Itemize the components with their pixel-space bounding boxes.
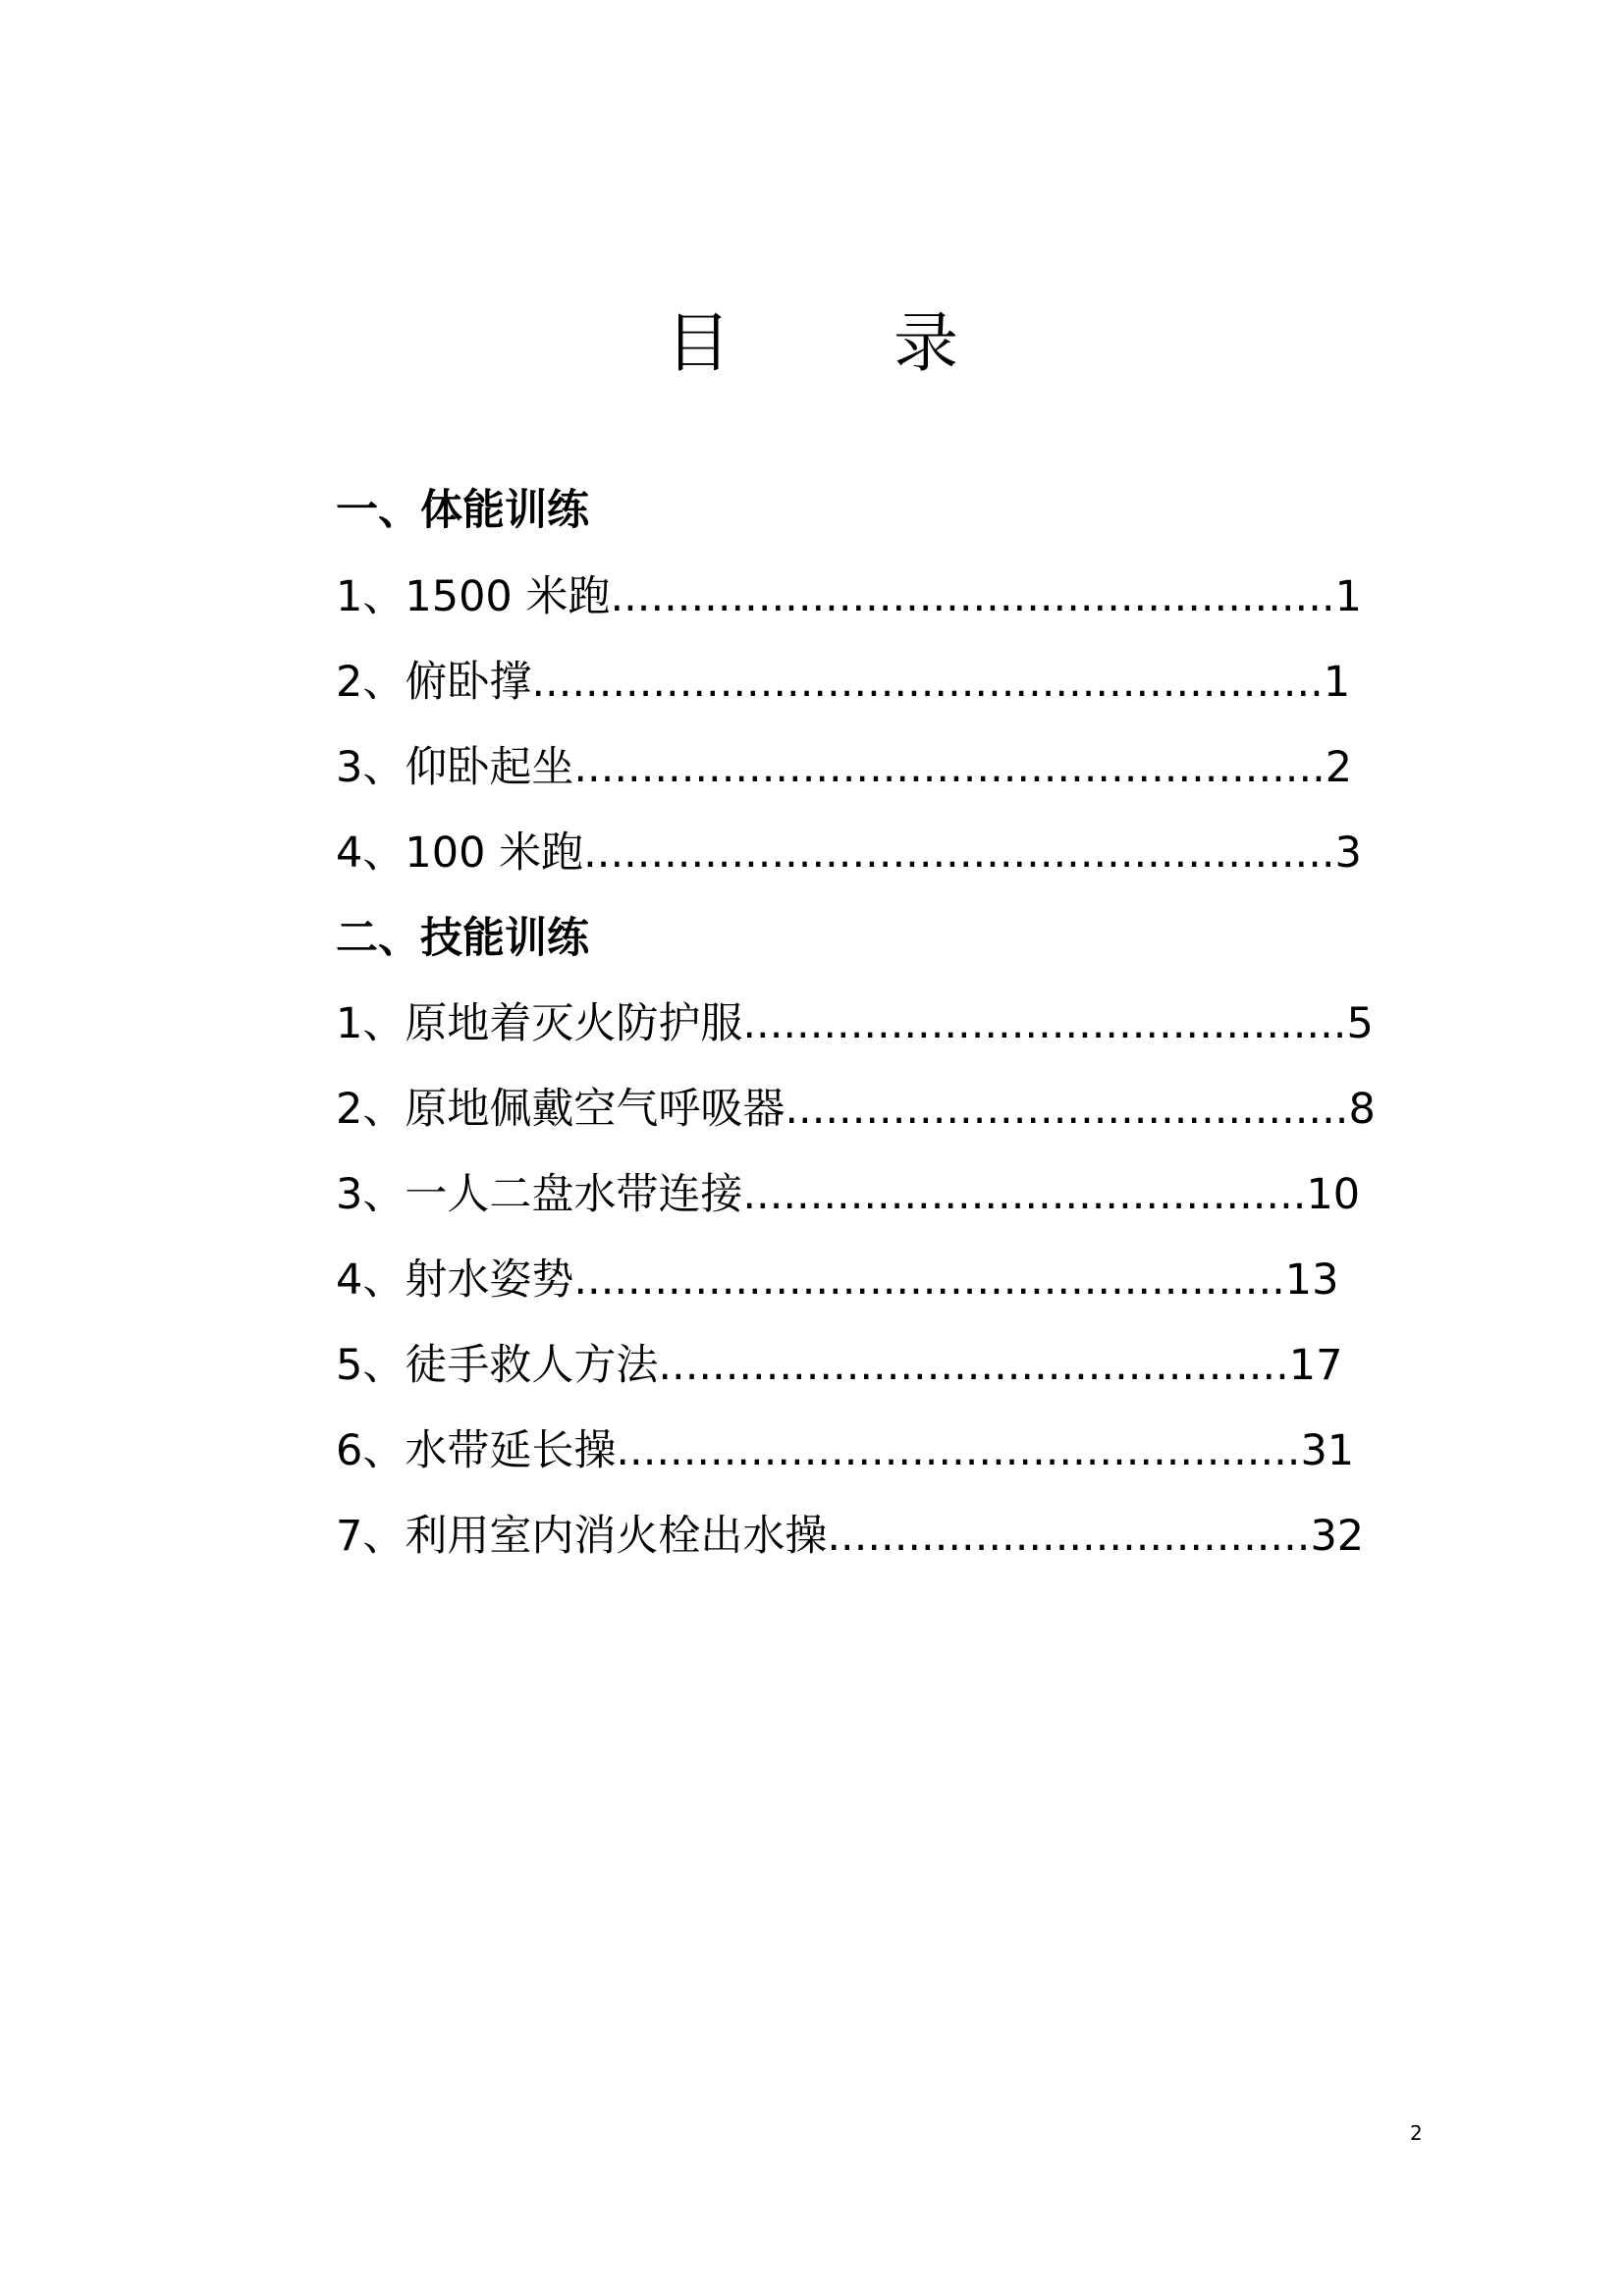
toc-entry[interactable] [336, 1507, 1364, 1566]
toc-entry[interactable] [336, 738, 1352, 797]
page-number: 2 [1410, 2121, 1423, 2145]
toc-entry-leader: ................................................... [616, 1426, 1301, 1475]
toc-entry-text: 5、徒手救人方法 [336, 1341, 659, 1390]
toc-entry-page: 13 [1284, 1255, 1339, 1305]
toc-section-heading: 二、技能训练 [336, 914, 589, 963]
toc-entry-page: 2 [1325, 743, 1353, 792]
toc-entry-text: 4、100 米跑 [336, 828, 584, 878]
toc-entry-leader: ............................................... [658, 1341, 1289, 1390]
toc-entry-leader: ........................................................... [531, 658, 1324, 707]
toc-entry-text: 3、一人二盘水带连接 [336, 1170, 743, 1219]
toc-entry-leader: ........................................................ [573, 743, 1326, 792]
toc-entry[interactable] [336, 1165, 1360, 1224]
toc-entry-page: 17 [1288, 1341, 1343, 1390]
toc-entry[interactable] [336, 567, 1362, 626]
toc-entry[interactable] [336, 1421, 1354, 1480]
toc-entry-leader: .................................... [827, 1512, 1311, 1561]
toc-entry-text: 2、原地佩戴空气呼吸器 [336, 1085, 785, 1134]
toc-entry[interactable] [336, 1251, 1339, 1309]
toc-entry-leader: ..................................................... [573, 1255, 1285, 1305]
toc-entry-leader: ........................................................ [583, 828, 1335, 878]
toc-entry-text: 1、1500 米跑 [336, 572, 611, 621]
toc-section-heading: 一、体能训练 [336, 486, 589, 535]
toc-entry-leader: ............................................. [742, 999, 1347, 1048]
toc-entry-text: 4、射水姿势 [336, 1255, 574, 1305]
page-title: 目 录 [666, 305, 1007, 381]
toc-entry-text: 7、利用室内消火栓出水操 [336, 1512, 828, 1561]
toc-entry-page: 5 [1346, 999, 1374, 1048]
toc-entry[interactable] [336, 653, 1350, 712]
toc-entry-leader: ...................................................... [610, 572, 1335, 621]
toc-entry-text: 1、原地着灭火防护服 [336, 999, 743, 1048]
toc-entry-page: 32 [1310, 1512, 1365, 1561]
toc-entry[interactable] [336, 824, 1362, 882]
toc-entry-page: 1 [1334, 572, 1362, 621]
toc-entry-text: 3、仰卧起坐 [336, 743, 574, 792]
toc-entry-page: 3 [1334, 828, 1362, 878]
toc-entry-page: 31 [1300, 1426, 1355, 1475]
toc-entry-text: 2、俯卧撑 [336, 658, 532, 707]
toc-entry-page: 1 [1323, 658, 1351, 707]
toc-entry[interactable] [336, 1336, 1343, 1395]
toc-entry-page: 8 [1348, 1085, 1376, 1134]
toc-entry[interactable] [336, 1080, 1376, 1139]
toc-entry-text: 6、水带延长操 [336, 1426, 617, 1475]
toc-entry-leader: .......................................... [785, 1085, 1349, 1134]
toc-entry-leader: .......................................... [742, 1170, 1307, 1219]
toc-entry-page: 10 [1306, 1170, 1361, 1219]
toc-entry[interactable] [336, 994, 1374, 1053]
